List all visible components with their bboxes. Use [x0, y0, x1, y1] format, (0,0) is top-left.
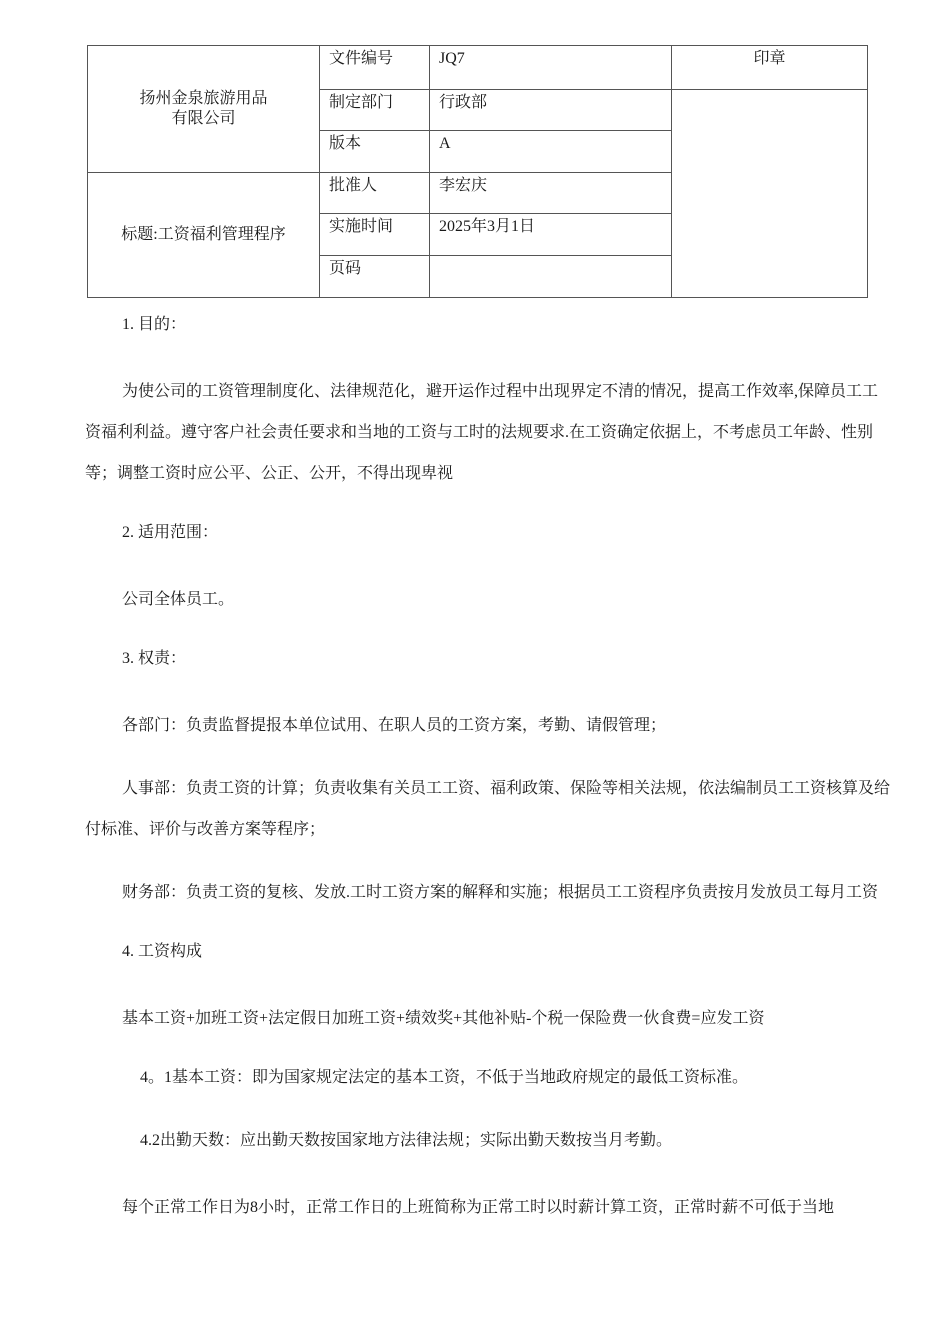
doc-number-label: 文件编号 [320, 46, 430, 90]
working-hours-text: 每个正常工作日为8小时，正常工作日的上班简称为正常工时以时薪计算工资，正常时薪不可低于当地 [122, 1199, 835, 1216]
section-heading-wage-structure: 4. 工资构成 [122, 943, 203, 960]
company-name-line2: 有限公司 [171, 110, 236, 127]
document-header-table [87, 45, 868, 298]
responsibility-hr: 人事部：负责工资的计算；负责收集有关员工工资、福利政策、保险等相关法规，依法编制员工工资核算及给付标准、评价与改善方案等程序； [85, 780, 891, 838]
doc-number-value: JQ7 [430, 46, 672, 90]
department-label: 制定部门 [320, 90, 430, 131]
effective-date-value: 2025年3月1日 [430, 214, 672, 256]
document-title: 标题:工资福利管理程序 [88, 173, 320, 298]
section-heading-scope: 2. 适用范围： [122, 524, 219, 541]
section-heading-responsibilities: 3. 权责： [122, 650, 187, 667]
responsibility-finance: 财务部：负责工资的复核、发放.工时工资方案的解释和实施；根据员工工资程序负责按月发放员工每月工资 [122, 884, 879, 901]
department-value: 行政部 [430, 90, 672, 131]
section-heading-purpose: 1. 目的： [122, 316, 187, 333]
basic-wage-clause: 4。1基本工资：即为国家规定法定的基本工资，不低于当地政府规定的最低工资标准。 [140, 1069, 749, 1086]
page-number-label: 页码 [320, 256, 430, 298]
document-body [85, 308, 891, 1250]
effective-date-label: 实施时间 [320, 214, 430, 256]
seal-label: 印章 [672, 46, 868, 90]
seal-area [672, 90, 868, 298]
version-value: A [430, 131, 672, 173]
purpose-text: 为使公司的工资管理制度化、法律规范化，避开运作过程中出现界定不清的情况，提高工作效率,保障员工工资福利利益。遵守客户社会责任要求和当地的工资与工时的法规要求.在工资确定依据上，不考虑员工年龄、性别等；调整工资时应公平、公正、公开，不得出现卑视 [85, 383, 879, 482]
version-label: 版本 [320, 131, 430, 173]
attendance-days-clause: 4.2出勤天数：应出勤天数按国家地方法律法规；实际出勤天数按当月考勤。 [140, 1132, 673, 1149]
approver-label: 批准人 [320, 173, 430, 214]
company-name-cell [88, 46, 320, 173]
scope-text: 公司全体员工。 [122, 591, 235, 608]
responsibility-departments: 各部门：负责监督提报本单位试用、在职人员的工资方案，考勤、请假管理； [122, 717, 667, 734]
wage-formula: 基本工资+加班工资+法定假日加班工资+绩效奖+其他补贴-个税一保险费一伙食费=应发工资 [122, 1010, 765, 1027]
approver-value: 李宏庆 [430, 173, 672, 214]
page-number-value [430, 256, 672, 298]
company-name-line1: 扬州金泉旅游用品 [139, 90, 268, 107]
